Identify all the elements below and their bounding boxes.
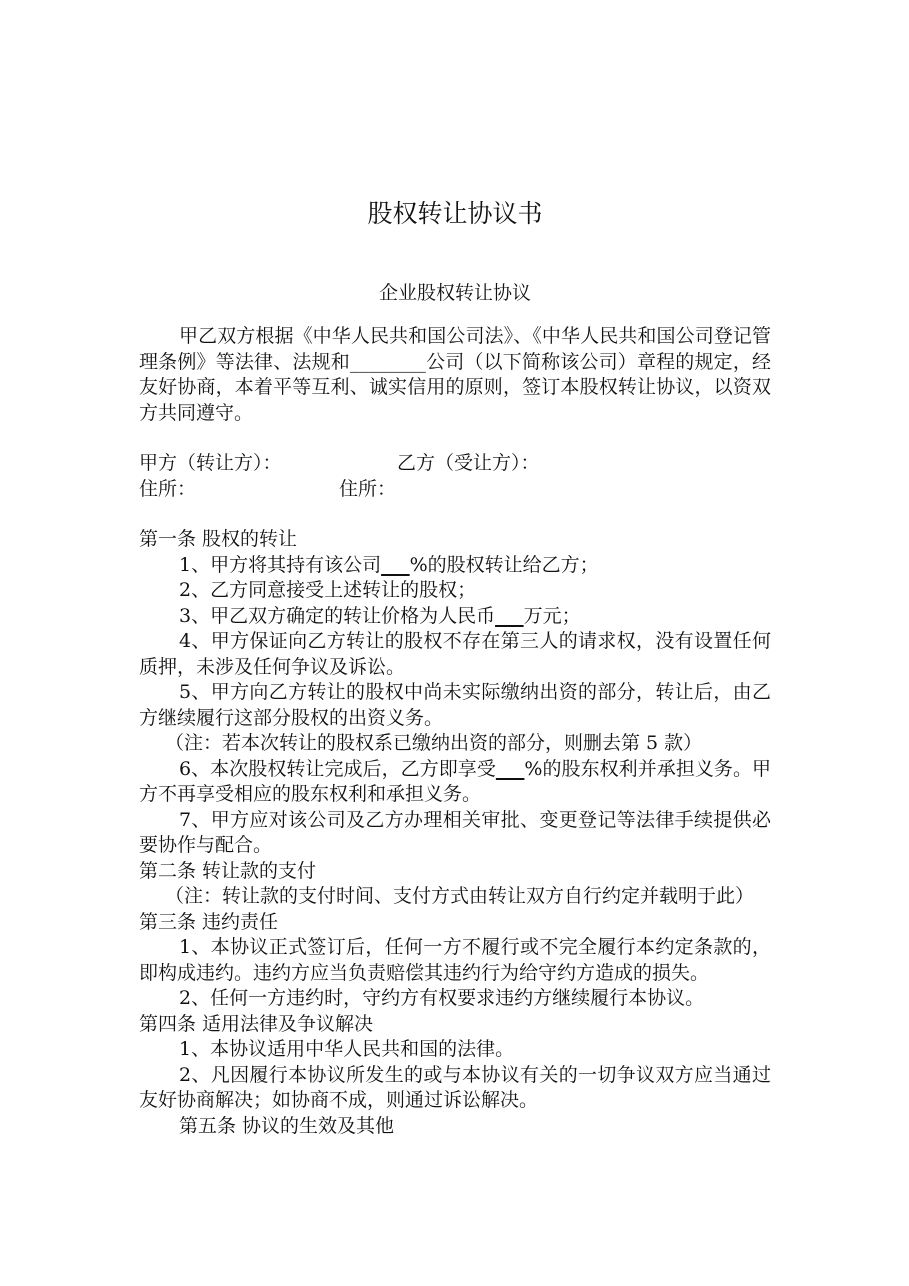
article-item: 5、甲方向乙方转让的股权中尚未实际缴纳出资的部分，转让后，由乙方继续履行这部分股权的出资义务。 bbox=[139, 681, 771, 729]
article-note: （注：转让款的支付时间、支付方式由转让双方自行约定并载明于此） bbox=[165, 885, 755, 907]
article-heading: 第四条 适用法律及争议解决 bbox=[139, 1012, 374, 1035]
party-a-label: 甲方（转让方）： bbox=[139, 452, 282, 474]
article-5 bbox=[139, 1114, 771, 1140]
preamble-paragraph: 甲乙双方根据《中华人民共和国公司法》、《中华人民共和国公司登记管理条例》等法律、法规和________公司（以下简称该公司）章程的规定，经友好协商，本着平等互利、诚实信用的原则，签订本股权转让协议，以资双方共同遵守。 bbox=[139, 325, 771, 424]
article-1 bbox=[139, 527, 771, 859]
parties-row bbox=[139, 451, 771, 477]
address-a-label: 住所： bbox=[139, 477, 197, 500]
article-item: 2、任何一方违约时，守约方有权要求违约方继续履行本协议。 bbox=[179, 987, 705, 1009]
spacer bbox=[139, 426, 771, 451]
article-heading: 第一条 股权的转让 bbox=[139, 528, 298, 550]
address-row bbox=[139, 477, 771, 503]
article-item: 1、本协议正式签订后，任何一方不履行或不完全履行本约定条款的，即构成违约。违约方应当负责赔偿其违约行为给守约方造成的损失。 bbox=[139, 936, 771, 984]
article-2 bbox=[139, 859, 771, 910]
article-heading: 第二条 转让款的支付 bbox=[139, 859, 317, 882]
article-heading: 第五条 协议的生效及其他 bbox=[179, 1114, 395, 1137]
fill-in-blank: ___ bbox=[495, 604, 524, 627]
article-item: 3、甲乙双方确定的转让价格为人民币___万元； bbox=[179, 604, 581, 627]
article-item: 1、甲方将其持有该公司___%的股权转让给乙方； bbox=[179, 553, 599, 576]
document-body bbox=[139, 198, 771, 1139]
article-4 bbox=[139, 1012, 771, 1114]
fill-in-blank: ___ bbox=[495, 757, 525, 780]
address-b-label: 住所： bbox=[339, 477, 397, 500]
article-note: （注：若本次转让的股权系已缴纳出资的部分，则删去第 5 款） bbox=[165, 732, 703, 754]
article-item: 6、本次股权转让完成后，乙方即享受___%的股东权利并承担义务。甲方不再享受相应的股东权利和承担义务。 bbox=[139, 757, 772, 805]
article-item: 2、乙方同意接受上述转让的股权； bbox=[179, 579, 477, 601]
document-title: 股权转让协议书 bbox=[367, 199, 543, 228]
article-heading: 第三条 违约责任 bbox=[139, 910, 279, 933]
fill-in-blank: ___ bbox=[381, 553, 410, 576]
article-item: 1、本协议适用中华人民共和国的法律。 bbox=[179, 1038, 515, 1060]
article-item: 2、凡因履行本协议所发生的或与本协议有关的一切争议双方应当通过友好协商解决；如协商不成，则通过诉讼解决。 bbox=[139, 1063, 771, 1111]
article-3 bbox=[139, 910, 771, 1012]
party-b-label: 乙方（受让方）： bbox=[397, 452, 540, 474]
spacer bbox=[139, 502, 771, 527]
article-item: 7、甲方应对该公司及乙方办理相关审批、变更登记等法律手续提供必要协作与配合。 bbox=[139, 808, 771, 856]
document-subtitle: 企业股权转让协议 bbox=[378, 282, 531, 304]
article-item: 4、甲方保证向乙方转让的股权不存在第三人的请求权，没有设置任何质押，未涉及任何争议及诉讼。 bbox=[139, 630, 771, 678]
